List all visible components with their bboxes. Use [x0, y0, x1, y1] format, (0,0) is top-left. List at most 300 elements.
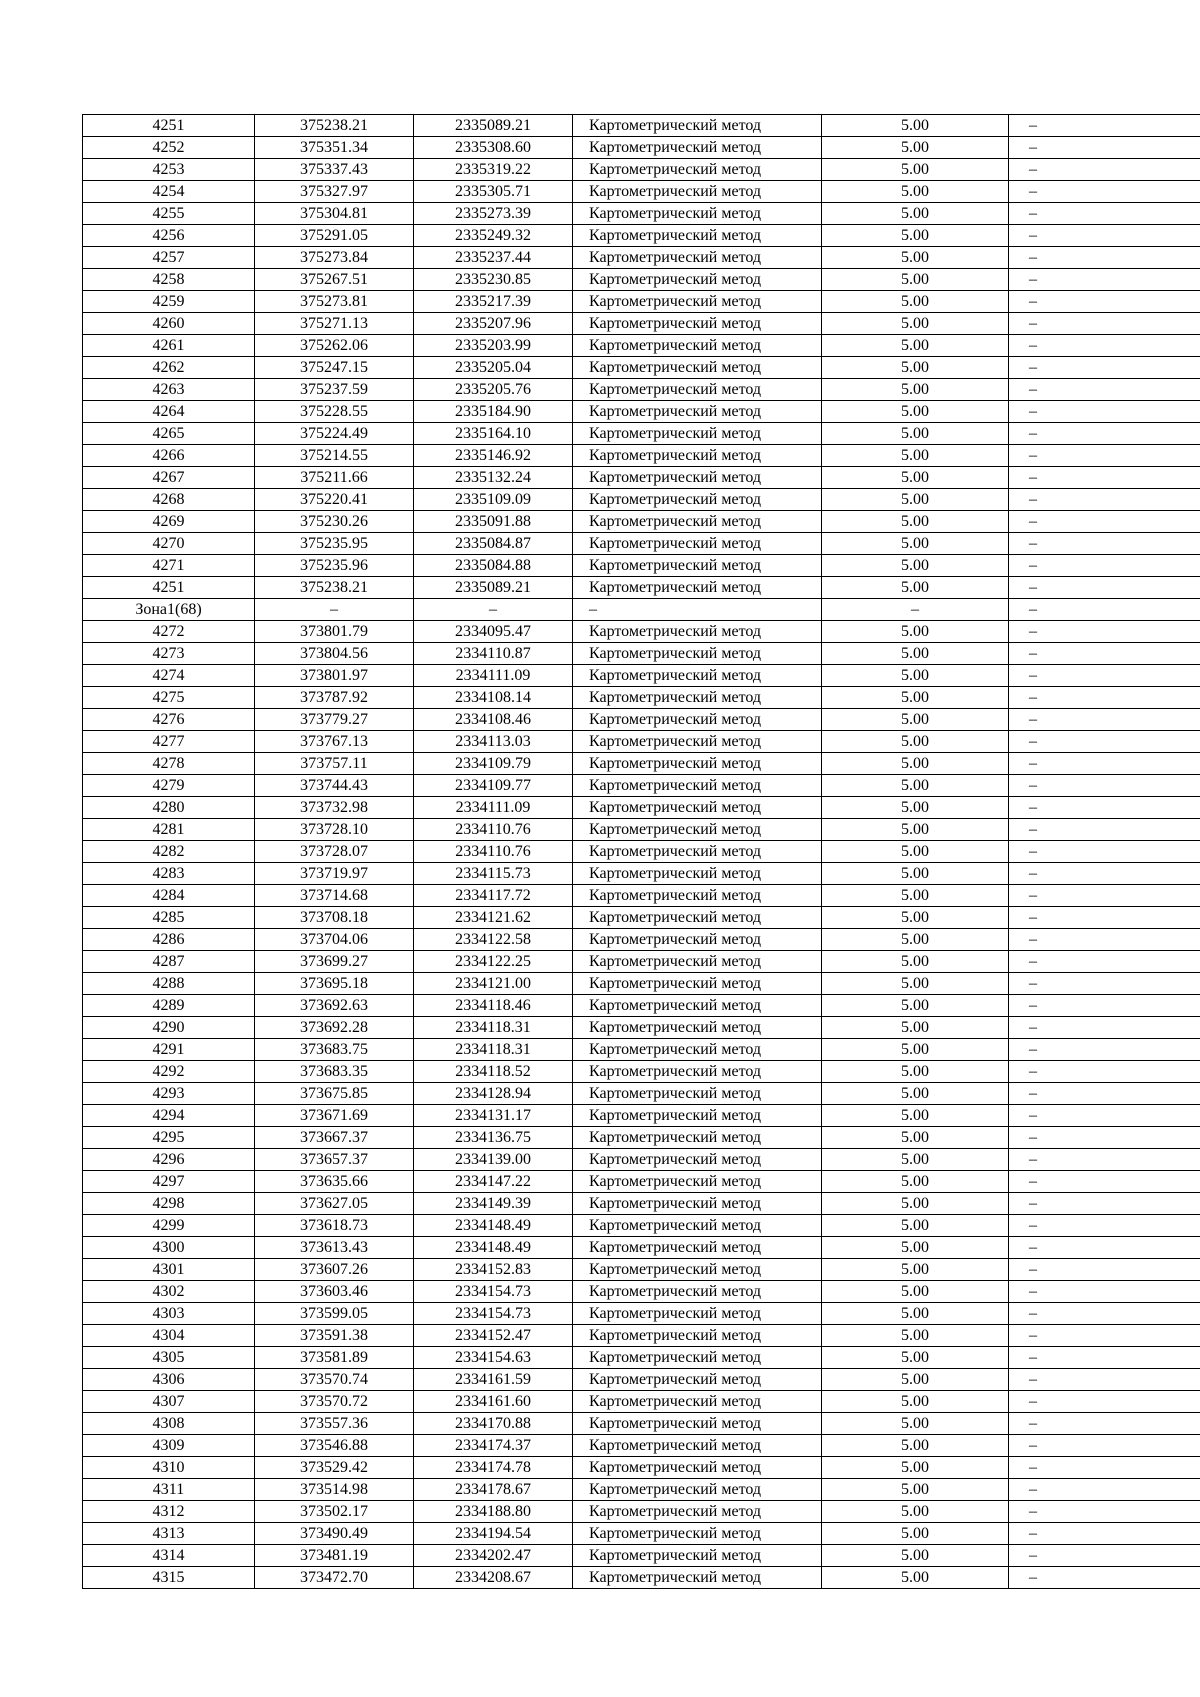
- y-coordinate-cell: 2334122.25: [414, 951, 573, 973]
- method-cell: Картометрический метод: [573, 1457, 822, 1479]
- y-coordinate-cell: 2334152.83: [414, 1259, 573, 1281]
- method-cell: Картометрический метод: [573, 709, 822, 731]
- method-cell: Картометрический метод: [573, 687, 822, 709]
- y-coordinate-cell: 2334122.58: [414, 929, 573, 951]
- accuracy-cell: 5.00: [822, 1479, 1009, 1501]
- accuracy-cell: 5.00: [822, 885, 1009, 907]
- method-cell: Картометрический метод: [573, 247, 822, 269]
- notes-cell: –: [1009, 269, 1200, 291]
- y-coordinate-cell: 2335217.39: [414, 291, 573, 313]
- method-cell: Картометрический метод: [573, 1567, 822, 1589]
- x-coordinate-cell: 373699.27: [255, 951, 414, 973]
- method-cell: Картометрический метод: [573, 1391, 822, 1413]
- notes-cell: –: [1009, 599, 1200, 621]
- notes-cell: –: [1009, 533, 1200, 555]
- y-coordinate-cell: 2334118.31: [414, 1039, 573, 1061]
- accuracy-cell: 5.00: [822, 577, 1009, 599]
- x-coordinate-cell: 373732.98: [255, 797, 414, 819]
- y-coordinate-cell: 2334095.47: [414, 621, 573, 643]
- table-row: [83, 731, 1200, 753]
- x-coordinate-cell: 375220.41: [255, 489, 414, 511]
- table-row: [83, 269, 1200, 291]
- notes-cell: –: [1009, 1105, 1200, 1127]
- method-cell: Картометрический метод: [573, 1479, 822, 1501]
- x-coordinate-cell: 373607.26: [255, 1259, 414, 1281]
- table-row: [83, 1215, 1200, 1237]
- x-coordinate-cell: 373546.88: [255, 1435, 414, 1457]
- point-number-cell: 4311: [83, 1479, 255, 1501]
- accuracy-cell: 5.00: [822, 269, 1009, 291]
- method-cell: Картометрический метод: [573, 291, 822, 313]
- method-cell: Картометрический метод: [573, 1259, 822, 1281]
- table-row: [83, 687, 1200, 709]
- x-coordinate-cell: 373570.74: [255, 1369, 414, 1391]
- x-coordinate-cell: 373635.66: [255, 1171, 414, 1193]
- point-number-cell: 4293: [83, 1083, 255, 1105]
- accuracy-cell: 5.00: [822, 247, 1009, 269]
- method-cell: Картометрический метод: [573, 995, 822, 1017]
- point-number-cell: 4306: [83, 1369, 255, 1391]
- accuracy-cell: 5.00: [822, 511, 1009, 533]
- point-number-cell: 4254: [83, 181, 255, 203]
- x-coordinate-cell: 373801.97: [255, 665, 414, 687]
- notes-cell: –: [1009, 951, 1200, 973]
- x-coordinate-cell: 373472.70: [255, 1567, 414, 1589]
- point-number-cell: 4305: [83, 1347, 255, 1369]
- x-coordinate-cell: 373627.05: [255, 1193, 414, 1215]
- accuracy-cell: 5.00: [822, 621, 1009, 643]
- table-row: [83, 1523, 1200, 1545]
- x-coordinate-cell: 373683.35: [255, 1061, 414, 1083]
- x-coordinate-cell: 375351.34: [255, 137, 414, 159]
- method-cell: Картометрический метод: [573, 1127, 822, 1149]
- table-row: [83, 1413, 1200, 1435]
- table-row: [83, 379, 1200, 401]
- x-coordinate-cell: 375238.21: [255, 115, 414, 137]
- method-cell: Картометрический метод: [573, 533, 822, 555]
- x-coordinate-cell: 375238.21: [255, 577, 414, 599]
- y-coordinate-cell: 2335205.04: [414, 357, 573, 379]
- point-number-cell: 4265: [83, 423, 255, 445]
- notes-cell: –: [1009, 687, 1200, 709]
- notes-cell: –: [1009, 247, 1200, 269]
- point-number-cell: 4295: [83, 1127, 255, 1149]
- x-coordinate-cell: 373728.10: [255, 819, 414, 841]
- x-coordinate-cell: 373728.07: [255, 841, 414, 863]
- table-row: [83, 1369, 1200, 1391]
- accuracy-cell: 5.00: [822, 137, 1009, 159]
- method-cell: Картометрический метод: [573, 181, 822, 203]
- table-row: [83, 1149, 1200, 1171]
- accuracy-cell: 5.00: [822, 995, 1009, 1017]
- accuracy-cell: 5.00: [822, 379, 1009, 401]
- y-coordinate-cell: 2334139.00: [414, 1149, 573, 1171]
- notes-cell: –: [1009, 1325, 1200, 1347]
- accuracy-cell: 5.00: [822, 1545, 1009, 1567]
- point-number-cell: 4281: [83, 819, 255, 841]
- point-number-cell: 4259: [83, 291, 255, 313]
- x-coordinate-cell: 373704.06: [255, 929, 414, 951]
- accuracy-cell: 5.00: [822, 863, 1009, 885]
- method-cell: Картометрический метод: [573, 357, 822, 379]
- table-row: [83, 115, 1200, 137]
- method-cell: Картометрический метод: [573, 753, 822, 775]
- method-cell: Картометрический метод: [573, 1523, 822, 1545]
- point-number-cell: 4286: [83, 929, 255, 951]
- method-cell: Картометрический метод: [573, 423, 822, 445]
- method-cell: Картометрический метод: [573, 137, 822, 159]
- accuracy-cell: 5.00: [822, 819, 1009, 841]
- notes-cell: –: [1009, 995, 1200, 1017]
- point-number-cell: 4294: [83, 1105, 255, 1127]
- x-coordinate-cell: 375273.81: [255, 291, 414, 313]
- x-coordinate-cell: 373618.73: [255, 1215, 414, 1237]
- point-number-cell: 4297: [83, 1171, 255, 1193]
- method-cell: Картометрический метод: [573, 863, 822, 885]
- point-number-cell: 4302: [83, 1281, 255, 1303]
- point-number-cell: 4251: [83, 115, 255, 137]
- notes-cell: –: [1009, 775, 1200, 797]
- notes-cell: –: [1009, 1127, 1200, 1149]
- table-row: [83, 819, 1200, 841]
- table-row: [83, 1501, 1200, 1523]
- table-row: [83, 1083, 1200, 1105]
- y-coordinate-cell: 2334174.37: [414, 1435, 573, 1457]
- table-row: [83, 885, 1200, 907]
- point-number-cell: 4299: [83, 1215, 255, 1237]
- accuracy-cell: 5.00: [822, 1259, 1009, 1281]
- y-coordinate-cell: 2334108.46: [414, 709, 573, 731]
- point-number-cell: 4267: [83, 467, 255, 489]
- y-coordinate-cell: 2335230.85: [414, 269, 573, 291]
- accuracy-cell: 5.00: [822, 1369, 1009, 1391]
- notes-cell: –: [1009, 335, 1200, 357]
- notes-cell: –: [1009, 863, 1200, 885]
- y-coordinate-cell: 2335109.09: [414, 489, 573, 511]
- notes-cell: –: [1009, 1193, 1200, 1215]
- accuracy-cell: 5.00: [822, 1105, 1009, 1127]
- notes-cell: –: [1009, 885, 1200, 907]
- accuracy-cell: 5.00: [822, 753, 1009, 775]
- table-row: [83, 357, 1200, 379]
- table-row: [83, 489, 1200, 511]
- x-coordinate-cell: 373683.75: [255, 1039, 414, 1061]
- x-coordinate-cell: 375271.13: [255, 313, 414, 335]
- point-number-cell: 4271: [83, 555, 255, 577]
- accuracy-cell: 5.00: [822, 115, 1009, 137]
- table-row: [83, 467, 1200, 489]
- y-coordinate-cell: 2335091.88: [414, 511, 573, 533]
- point-number-cell: 4301: [83, 1259, 255, 1281]
- method-cell: Картометрический метод: [573, 445, 822, 467]
- x-coordinate-cell: 375304.81: [255, 203, 414, 225]
- point-number-cell: 4277: [83, 731, 255, 753]
- notes-cell: –: [1009, 1215, 1200, 1237]
- x-coordinate-cell: 375237.59: [255, 379, 414, 401]
- notes-cell: –: [1009, 1303, 1200, 1325]
- notes-cell: –: [1009, 313, 1200, 335]
- accuracy-cell: 5.00: [822, 775, 1009, 797]
- x-coordinate-cell: 375211.66: [255, 467, 414, 489]
- point-number-cell: 4291: [83, 1039, 255, 1061]
- accuracy-cell: 5.00: [822, 1523, 1009, 1545]
- y-coordinate-cell: 2334109.79: [414, 753, 573, 775]
- point-number-cell: 4298: [83, 1193, 255, 1215]
- y-coordinate-cell: 2334152.47: [414, 1325, 573, 1347]
- point-number-cell: 4279: [83, 775, 255, 797]
- notes-cell: –: [1009, 1545, 1200, 1567]
- x-coordinate-cell: 373591.38: [255, 1325, 414, 1347]
- notes-cell: –: [1009, 665, 1200, 687]
- method-cell: Картометрический метод: [573, 1193, 822, 1215]
- method-cell: Картометрический метод: [573, 1105, 822, 1127]
- y-coordinate-cell: 2334154.63: [414, 1347, 573, 1369]
- point-number-cell: 4255: [83, 203, 255, 225]
- table-row: [83, 863, 1200, 885]
- table-row: [83, 1545, 1200, 1567]
- method-cell: Картометрический метод: [573, 225, 822, 247]
- point-number-cell: 4251: [83, 577, 255, 599]
- y-coordinate-cell: 2335089.21: [414, 115, 573, 137]
- accuracy-cell: 5.00: [822, 1281, 1009, 1303]
- accuracy-cell: 5.00: [822, 313, 1009, 335]
- method-cell: Картометрический метод: [573, 1083, 822, 1105]
- x-coordinate-cell: 373671.69: [255, 1105, 414, 1127]
- x-coordinate-cell: 373695.18: [255, 973, 414, 995]
- x-coordinate-cell: 373529.42: [255, 1457, 414, 1479]
- point-number-cell: 4273: [83, 643, 255, 665]
- x-coordinate-cell: 373801.79: [255, 621, 414, 643]
- accuracy-cell: 5.00: [822, 1061, 1009, 1083]
- table-row: [83, 775, 1200, 797]
- accuracy-cell: 5.00: [822, 533, 1009, 555]
- table-row: [83, 1391, 1200, 1413]
- x-coordinate-cell: 373502.17: [255, 1501, 414, 1523]
- y-coordinate-cell: 2334110.76: [414, 819, 573, 841]
- x-coordinate-cell: 375337.43: [255, 159, 414, 181]
- point-number-cell: 4312: [83, 1501, 255, 1523]
- accuracy-cell: 5.00: [822, 973, 1009, 995]
- x-coordinate-cell: 373692.63: [255, 995, 414, 1017]
- x-coordinate-cell: 375214.55: [255, 445, 414, 467]
- point-number-cell: 4296: [83, 1149, 255, 1171]
- table-row: [83, 335, 1200, 357]
- method-cell: Картометрический метод: [573, 577, 822, 599]
- notes-cell: –: [1009, 291, 1200, 313]
- point-number-cell: 4253: [83, 159, 255, 181]
- y-coordinate-cell: 2334128.94: [414, 1083, 573, 1105]
- method-cell: Картометрический метод: [573, 1149, 822, 1171]
- point-number-cell: 4287: [83, 951, 255, 973]
- accuracy-cell: 5.00: [822, 841, 1009, 863]
- x-coordinate-cell: 373570.72: [255, 1391, 414, 1413]
- table-row: [83, 1567, 1200, 1589]
- table-row: [83, 1303, 1200, 1325]
- y-coordinate-cell: 2334178.67: [414, 1479, 573, 1501]
- method-cell: Картометрический метод: [573, 1237, 822, 1259]
- x-coordinate-cell: 373779.27: [255, 709, 414, 731]
- accuracy-cell: 5.00: [822, 555, 1009, 577]
- method-cell: –: [573, 599, 822, 621]
- point-number-cell: 4258: [83, 269, 255, 291]
- table-row: [83, 313, 1200, 335]
- method-cell: Картометрический метод: [573, 489, 822, 511]
- accuracy-cell: 5.00: [822, 1501, 1009, 1523]
- accuracy-cell: 5.00: [822, 1237, 1009, 1259]
- accuracy-cell: 5.00: [822, 1391, 1009, 1413]
- method-cell: Картометрический метод: [573, 973, 822, 995]
- table-row: [83, 1457, 1200, 1479]
- table-row: [83, 841, 1200, 863]
- x-coordinate-cell: 373767.13: [255, 731, 414, 753]
- y-coordinate-cell: 2335146.92: [414, 445, 573, 467]
- notes-cell: –: [1009, 1435, 1200, 1457]
- x-coordinate-cell: 375273.84: [255, 247, 414, 269]
- method-cell: Картометрический метод: [573, 731, 822, 753]
- y-coordinate-cell: 2334188.80: [414, 1501, 573, 1523]
- notes-cell: –: [1009, 841, 1200, 863]
- x-coordinate-cell: 375235.96: [255, 555, 414, 577]
- notes-cell: –: [1009, 1457, 1200, 1479]
- table-row: [83, 533, 1200, 555]
- x-coordinate-cell: 373787.92: [255, 687, 414, 709]
- notes-cell: –: [1009, 1237, 1200, 1259]
- method-cell: Картометрический метод: [573, 797, 822, 819]
- point-number-cell: 4280: [83, 797, 255, 819]
- accuracy-cell: 5.00: [822, 445, 1009, 467]
- notes-cell: –: [1009, 357, 1200, 379]
- y-coordinate-cell: 2334118.52: [414, 1061, 573, 1083]
- y-coordinate-cell: 2334118.46: [414, 995, 573, 1017]
- accuracy-cell: 5.00: [822, 335, 1009, 357]
- notes-cell: –: [1009, 709, 1200, 731]
- method-cell: Картометрический метод: [573, 819, 822, 841]
- x-coordinate-cell: 373667.37: [255, 1127, 414, 1149]
- notes-cell: –: [1009, 1017, 1200, 1039]
- y-coordinate-cell: 2335308.60: [414, 137, 573, 159]
- y-coordinate-cell: 2334108.14: [414, 687, 573, 709]
- accuracy-cell: 5.00: [822, 1017, 1009, 1039]
- table-row: [83, 1061, 1200, 1083]
- notes-cell: –: [1009, 1171, 1200, 1193]
- method-cell: Картометрический метод: [573, 555, 822, 577]
- accuracy-cell: 5.00: [822, 1083, 1009, 1105]
- accuracy-cell: 5.00: [822, 1127, 1009, 1149]
- accuracy-cell: 5.00: [822, 907, 1009, 929]
- accuracy-cell: 5.00: [822, 1193, 1009, 1215]
- method-cell: Картометрический метод: [573, 269, 822, 291]
- point-number-cell: 4261: [83, 335, 255, 357]
- accuracy-cell: 5.00: [822, 291, 1009, 313]
- point-number-cell: 4256: [83, 225, 255, 247]
- notes-cell: –: [1009, 1149, 1200, 1171]
- y-coordinate-cell: 2334118.31: [414, 1017, 573, 1039]
- x-coordinate-cell: 373490.49: [255, 1523, 414, 1545]
- notes-cell: –: [1009, 1391, 1200, 1413]
- notes-cell: –: [1009, 753, 1200, 775]
- table-row: [83, 995, 1200, 1017]
- point-number-cell: 4262: [83, 357, 255, 379]
- y-coordinate-cell: 2334149.39: [414, 1193, 573, 1215]
- table-row: [83, 225, 1200, 247]
- method-cell: Картометрический метод: [573, 775, 822, 797]
- x-coordinate-cell: 375235.95: [255, 533, 414, 555]
- table-row: [83, 159, 1200, 181]
- x-coordinate-cell: 375247.15: [255, 357, 414, 379]
- notes-cell: –: [1009, 973, 1200, 995]
- x-coordinate-cell: 373657.37: [255, 1149, 414, 1171]
- accuracy-cell: 5.00: [822, 1171, 1009, 1193]
- notes-cell: –: [1009, 1347, 1200, 1369]
- notes-cell: –: [1009, 467, 1200, 489]
- method-cell: Картометрический метод: [573, 885, 822, 907]
- table-row: [83, 1105, 1200, 1127]
- y-coordinate-cell: 2334121.00: [414, 973, 573, 995]
- method-cell: Картометрический метод: [573, 1545, 822, 1567]
- y-coordinate-cell: 2334136.75: [414, 1127, 573, 1149]
- notes-cell: –: [1009, 1567, 1200, 1589]
- accuracy-cell: 5.00: [822, 929, 1009, 951]
- method-cell: Картометрический метод: [573, 115, 822, 137]
- point-number-cell: 4300: [83, 1237, 255, 1259]
- method-cell: Картометрический метод: [573, 929, 822, 951]
- table-row: [83, 907, 1200, 929]
- table-row: [83, 137, 1200, 159]
- method-cell: Картометрический метод: [573, 379, 822, 401]
- table-row: [83, 1237, 1200, 1259]
- table-row: [83, 951, 1200, 973]
- point-number-cell: 4310: [83, 1457, 255, 1479]
- table-row: [83, 753, 1200, 775]
- method-cell: Картометрический метод: [573, 643, 822, 665]
- y-coordinate-cell: 2335084.88: [414, 555, 573, 577]
- y-coordinate-cell: 2334148.49: [414, 1215, 573, 1237]
- table-row: [83, 555, 1200, 577]
- y-coordinate-cell: 2334115.73: [414, 863, 573, 885]
- y-coordinate-cell: 2334174.78: [414, 1457, 573, 1479]
- y-coordinate-cell: 2334154.73: [414, 1303, 573, 1325]
- point-number-cell: 4307: [83, 1391, 255, 1413]
- table-row: [83, 445, 1200, 467]
- x-coordinate-cell: 375291.05: [255, 225, 414, 247]
- table-row: [83, 621, 1200, 643]
- table-row: [83, 247, 1200, 269]
- y-coordinate-cell: –: [414, 599, 573, 621]
- notes-cell: –: [1009, 797, 1200, 819]
- y-coordinate-cell: 2335084.87: [414, 533, 573, 555]
- notes-cell: –: [1009, 1479, 1200, 1501]
- x-coordinate-cell: 373557.36: [255, 1413, 414, 1435]
- x-coordinate-cell: 373757.11: [255, 753, 414, 775]
- table-row: [83, 1039, 1200, 1061]
- method-cell: Картометрический метод: [573, 1413, 822, 1435]
- notes-cell: –: [1009, 1259, 1200, 1281]
- x-coordinate-cell: –: [255, 599, 414, 621]
- notes-cell: –: [1009, 423, 1200, 445]
- point-number-cell: 4274: [83, 665, 255, 687]
- notes-cell: –: [1009, 489, 1200, 511]
- point-number-cell: 4257: [83, 247, 255, 269]
- x-coordinate-cell: 375224.49: [255, 423, 414, 445]
- method-cell: Картометрический метод: [573, 1347, 822, 1369]
- x-coordinate-cell: 373581.89: [255, 1347, 414, 1369]
- y-coordinate-cell: 2334161.60: [414, 1391, 573, 1413]
- notes-cell: –: [1009, 621, 1200, 643]
- x-coordinate-cell: 373719.97: [255, 863, 414, 885]
- point-number-cell: 4292: [83, 1061, 255, 1083]
- notes-cell: –: [1009, 1061, 1200, 1083]
- notes-cell: –: [1009, 401, 1200, 423]
